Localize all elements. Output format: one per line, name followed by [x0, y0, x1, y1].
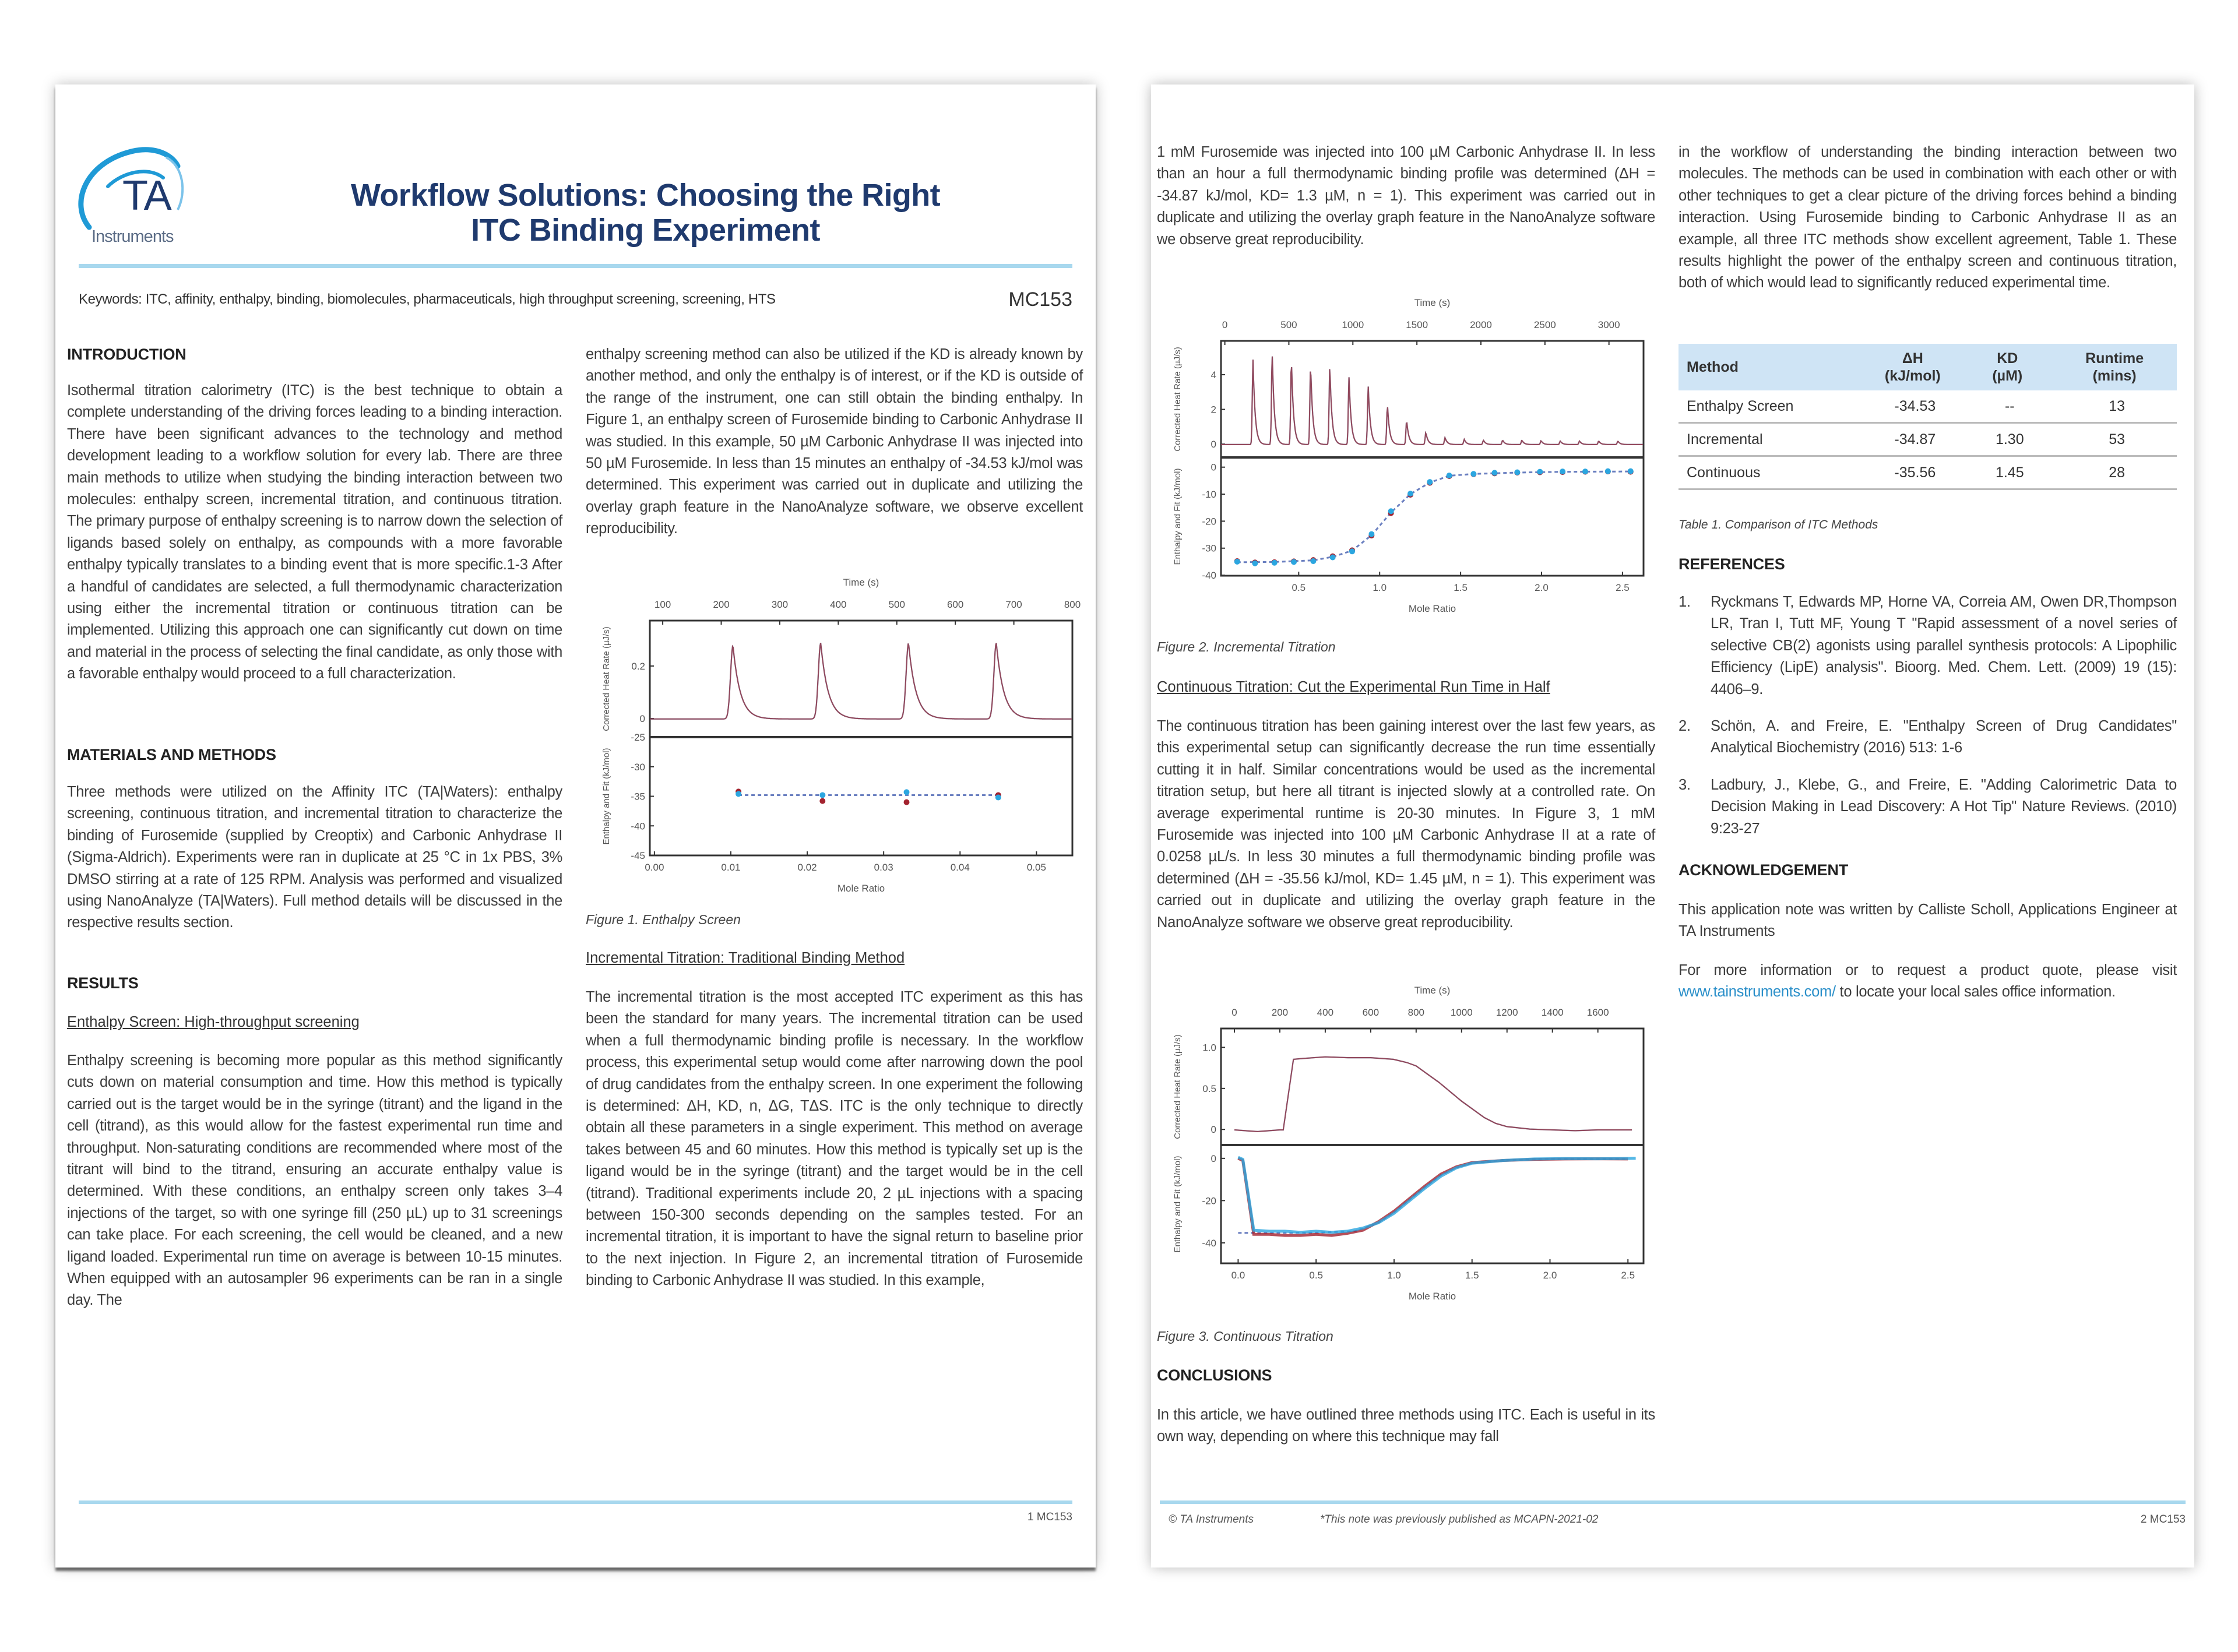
heat-rate-trace-red: [650, 643, 1072, 719]
introduction-heading: INTRODUCTION: [67, 346, 186, 363]
table-header-kd: KD (µM): [1962, 344, 2052, 390]
bottom-y-axis-label: Enthalpy and Fit (kJ/mol): [601, 748, 611, 845]
top-x-tick-label: 3000: [1597, 319, 1620, 330]
top-x-tick-label: 300: [771, 599, 789, 610]
bottom-axis-label: Mole Ratio: [1408, 603, 1456, 614]
conclusions-text: In this article, we have outlined three methods using ITC. Each is useful in its own way, depending on where this technique may fall: [1157, 1407, 1655, 1445]
data-point-replicate-blue: [1368, 531, 1374, 537]
bottom-y-tick-label: -40: [1202, 570, 1216, 582]
top-y-tick-label: 2: [1211, 404, 1216, 415]
reference-item: 1. Ryckmans T, Edwards MP, Horne VA, Correia AM, Owen DR,Thompson LR, Tran I, Tutt MF, Young T "Rapid assessment of a novel series of selective CB(2) agonists using parallel synthesis protocols: A Lipophilic Efficiency (LipE) analysis". Bioorg. Med. Chem. Lett. (2009) 19 (15): 4406–9.: [1678, 594, 2177, 698]
top-y-tick-label: 0: [639, 713, 645, 725]
top-axis-label: Time (s): [1414, 985, 1451, 996]
footer-page-number: 2 MC153: [2140, 1513, 2186, 1526]
data-point-replicate-red: [904, 799, 910, 805]
data-point-replicate-blue: [1427, 479, 1433, 485]
data-point-replicate-blue: [1560, 469, 1565, 474]
top-x-tick-label: 200: [713, 599, 730, 610]
top-y-axis-label: Corrected Heat Rate (µJ/s): [1173, 347, 1183, 452]
top-x-tick-label: 400: [830, 599, 847, 610]
bottom-x-tick-label: 0.05: [1026, 862, 1046, 873]
top-x-tick-label: 800: [1407, 1007, 1425, 1018]
top-y-tick-label: 0: [1211, 439, 1216, 450]
bottom-axis-label: Mole Ratio: [837, 883, 885, 894]
incremental-titration-subheading: Incremental Titration: Traditional Binding Method: [586, 950, 905, 966]
page-2: [1151, 84, 2194, 1568]
bottom-x-tick-label: 2.5: [1621, 1270, 1635, 1281]
top-x-tick-label: 1500: [1406, 319, 1428, 330]
more-info-text: For more information or to request a product quote, please visit www.tainstruments.com/ to locate your local sales office information.: [1678, 962, 2177, 1001]
keywords: Keywords: ITC, affinity, enthalpy, binding, biomolecules, pharmaceuticals, high throughput screening, screening, HTS: [79, 291, 776, 307]
bottom-y-tick-label: 0: [1211, 1153, 1216, 1164]
bottom-x-tick-label: 0.5: [1292, 582, 1306, 593]
references-heading: REFERENCES: [1678, 555, 1785, 573]
footer-rule: [1160, 1500, 2186, 1504]
table-row: Enthalpy Screen -34.53 -- 13: [1678, 390, 2177, 423]
data-point-replicate-blue: [1470, 471, 1476, 477]
data-point-replicate-blue: [1537, 469, 1543, 475]
bottom-y-tick-label: -40: [631, 820, 645, 832]
doc-code: MC153: [1008, 288, 1072, 311]
acknowledgement-heading: ACKNOWLEDGEMENT: [1678, 861, 1848, 879]
incremental-titration-text-continued: 1 mM Furosemide was injected into 100 µM Carbonic Anhydrase II. In less than an hour a full thermodynamic binding profile was determined (ΔH = -34.87 kJ/mol, KD= 1.3 µM, n = 1). This experiment was carried out in duplicate and utilizing the overlay graph feature in the NanoAnalyze software we observe great reproducibility.: [1157, 144, 1655, 248]
bottom-y-tick-label: -35: [631, 791, 645, 802]
top-axis-label: Time (s): [843, 577, 879, 588]
data-point-replicate-blue: [1582, 469, 1588, 474]
bottom-y-axis-label: Enthalpy and Fit (kJ/mol): [1173, 1156, 1183, 1253]
bottom-y-tick-label: -25: [631, 732, 645, 743]
materials-methods-heading: MATERIALS AND METHODS: [67, 746, 276, 763]
top-x-tick-label: 1200: [1495, 1007, 1518, 1018]
bottom-x-tick-label: 2.0: [1535, 582, 1549, 593]
data-point-replicate-blue: [1272, 560, 1278, 566]
data-point-replicate-blue: [1447, 473, 1452, 478]
results-heading: RESULTS: [67, 974, 139, 992]
data-point-replicate-blue: [1234, 559, 1240, 565]
bottom-y-tick-label: -30: [1202, 543, 1216, 554]
top-x-tick-label: 200: [1271, 1007, 1289, 1018]
continuous-titration-subheading: Continuous Titration: Cut the Experimental Run Time in Half: [1157, 679, 1550, 695]
figure-2-caption: Figure 2. Incremental Titration: [1157, 639, 1336, 654]
top-x-tick-label: 2000: [1470, 319, 1492, 330]
top-x-tick-label: 600: [946, 599, 964, 610]
bottom-x-tick-label: 0.5: [1309, 1270, 1324, 1281]
top-x-tick-label: 400: [1317, 1007, 1334, 1018]
top-x-tick-label: 500: [1280, 319, 1297, 330]
table-caption: Table 1. Comparison of ITC Methods: [1678, 518, 1878, 531]
bottom-x-tick-label: 1.0: [1387, 1270, 1401, 1281]
top-y-tick-label: 4: [1211, 369, 1216, 381]
footer-copyright: © TA Instruments: [1169, 1513, 1254, 1526]
ta-instruments-logo: [67, 140, 207, 251]
figure-3-chart: [1157, 981, 1655, 1330]
heat-rate-trace-red: [1221, 357, 1643, 445]
table-header-dh: ΔH (kJ/mol): [1863, 344, 1962, 390]
bottom-x-tick-label: 1.5: [1454, 582, 1468, 593]
top-x-tick-label: 100: [654, 599, 671, 610]
data-point-replicate-blue: [1514, 469, 1520, 475]
bottom-y-tick-label: -30: [631, 761, 645, 773]
data-point-replicate-blue: [1491, 470, 1497, 475]
top-x-tick-label: 2500: [1533, 319, 1556, 330]
data-point-replicate-blue: [995, 795, 1001, 801]
fit-line: [1238, 1159, 1628, 1233]
enthalpy-trace-replicate-blue: [1238, 1157, 1635, 1232]
top-x-tick-label: 1400: [1541, 1007, 1564, 1018]
data-point-replicate-blue: [819, 792, 825, 798]
bottom-x-tick-label: 0.00: [645, 862, 664, 873]
heat-rate-trace-red: [1234, 1057, 1632, 1132]
data-point-replicate-blue: [1349, 548, 1355, 554]
conclusions-heading: CONCLUSIONS: [1157, 1366, 1272, 1384]
bottom-y-tick-label: -20: [1202, 516, 1216, 527]
top-y-axis-label: Corrected Heat Rate (µJ/s): [601, 626, 611, 731]
materials-methods-text: Three methods were utilized on the Affinity ITC (TA|Waters): enthalpy screening, continuous titration, and incremental titration to characterize the binding of Furosemide (supplied by Creoptix) and Carbonic Anhydrase II (Sigma-Aldrich). Experiments were ran in duplicate at 25 °C in 1x PBS, 3% DMSO stirring at a rate of 125 RPM. Analysis was performed and visualized using NanoAnalyze (TA|Waters). Full method details will be discussed in the respective results section.: [67, 784, 562, 931]
top-x-tick-label: 1600: [1586, 1007, 1609, 1018]
data-point-replicate-blue: [1628, 469, 1634, 474]
bottom-x-tick-label: 0.03: [874, 862, 893, 873]
enthalpy-screen-text-continued: enthalpy screening method can also be utilized if the KD is already known by another method, and only the enthalpy is of interest, or if the KD is outside of the range of the instrument, one can still obtain the binding enthalpy. In Figure 1, an enthalpy screen of Furosemide binding to Carbonic Anhydrase II was studied. In this example, 50 µM Carbonic Anhydrase II was injected into 50 µM Furosemide. In less than 15 minutes an enthalpy of -34.53 kJ/mol was determined. This experiment was carried out in duplicate and utilizing the overlay graph feature in the NanoAnalyze software, we observe excellent reproducibility.: [586, 346, 1083, 537]
data-point-replicate-blue: [1388, 508, 1394, 514]
enthalpy-trace-replicate-red: [1238, 1158, 1628, 1235]
footer-page-number: 1 MC153: [1027, 1511, 1072, 1523]
enthalpy-screen-text: Enthalpy screening is becoming more popular as this method significantly cuts down on material consumption and time. How this method is typically carried out is the target would be in the syringe (titrant) and the ligand in the cell (titrand), as this would allow for the fastest experimental run time and throughput. Non-saturating conditions are recommended where most of the titrant will bind to the titrand, ensuring an accurate enthalpy value is determined. With these conditions, an enthalpy screen only takes 3–4 injections of the target, so with one syringe fill (250 µL) up to 31 screenings can take place. For each screening, the cell would be cleaned, and a new ligand loaded. Experimental run time on average is between 10-15 minutes. When equipped with an autosampler 96 experiments can be ran in a single day. The: [67, 1052, 562, 1309]
bottom-axis-label: Mole Ratio: [1408, 1291, 1456, 1302]
top-axis-label: Time (s): [1414, 297, 1451, 308]
bottom-x-tick-label: 1.5: [1465, 1270, 1479, 1281]
bottom-x-tick-label: 2.5: [1616, 582, 1630, 593]
figure-1-caption: Figure 1. Enthalpy Screen: [586, 912, 741, 927]
tainstruments-link[interactable]: www.tainstruments.com/: [1678, 984, 1836, 1001]
figure-1-chart: [586, 573, 1083, 922]
fit-line: [1237, 471, 1631, 562]
data-point-replicate-blue: [1407, 491, 1413, 496]
bottom-x-tick-label: 0.01: [721, 862, 741, 873]
bottom-x-tick-label: 0.0: [1231, 1270, 1245, 1281]
data-point-replicate-blue: [1310, 558, 1316, 564]
top-y-tick-label: 0: [1211, 1124, 1216, 1136]
heat-rate-trace-blue: [650, 643, 1072, 719]
introduction-text: Isothermal titration calorimetry (ITC) is the best technique to obtain a complete understanding of the driving forces leading to a binding interaction. There have been significant advances to the technology and method development leading to a workflow solution for every lab. There are three main methods to utilize when studying the binding interaction between two molecules: enthalpy screen, incremental titration, and continuous titration. The primary purpose of enthalpy screening is to narrow down the selection of ligands based solely on enthalpy, as compounds with a more favorable enthalpy typically translates to a binding event that is more specific.1-3 After a handful of candidates are selected, a full thermodynamic characterization using either the incremental titration or continuous titration can be implemented. Utilizing this approach one can significantly cut down on time and material in the process of selecting the final candidate, as only those with a favorable enthalpy would proceed to a full characterization.: [67, 382, 562, 682]
heat-rate-trace-blue: [1234, 1057, 1632, 1132]
conclusions-text-continued: in the workflow of understanding the binding interaction between two molecules. The methods can be used in combination with each other or with other techniques to get a clear picture of the driving forces behind a binding interaction. Using Furosemide binding to Carbonic Anhydrase II as an example, all three ITC methods show excellent agreement, Table 1. These results highlight the power of the enthalpy screen and continuous titration, both of which would lead to significantly reduced experimental time.: [1678, 144, 2177, 291]
bottom-x-tick-label: 0.02: [797, 862, 817, 873]
bottom-y-tick-label: -45: [631, 850, 645, 861]
data-point-replicate-blue: [1291, 559, 1297, 565]
acknowledgement-text: This application note was written by Calliste Scholl, Applications Engineer at TA Instruments: [1678, 901, 2177, 940]
top-x-tick-label: 0: [1231, 1007, 1237, 1018]
top-x-tick-label: 1000: [1342, 319, 1364, 330]
table-row: Incremental -34.87 1.30 53: [1678, 423, 2177, 456]
bottom-x-tick-label: 2.0: [1543, 1270, 1557, 1281]
top-y-axis-label: Corrected Heat Rate (µJ/s): [1173, 1034, 1183, 1139]
logo-mark: TA: [122, 172, 171, 219]
data-point-replicate-blue: [736, 791, 741, 797]
top-x-tick-label: 1000: [1450, 1007, 1473, 1018]
page-1: [55, 84, 1096, 1568]
logo-wordmark: Instruments: [92, 227, 174, 246]
comparison-table: [1678, 344, 2177, 490]
continuous-titration-text: The continuous titration has been gaining interest over the last few years, as this experimental setup can significantly decrease the run time essentially cutting it in half. Similar concentrations would be used as the incremental titration setup, but here all titrant is injected slowly at a controlled rate. On average experimental runtime is 20-30 minutes. In Figure 3, 1 mM Furosemide was injected into 100 µM Carbonic Anhydrase II at a rate of 0.0258 µL/s. In less 30 minutes a full thermodynamic binding profile was determined (ΔH = -35.56 kJ/mol, KD= 1.45 µM, n = 1). This experiment was carried out in duplicate and utilizing the overlay graph feature in the NanoAnalyze software we observe great reproducibility.: [1157, 718, 1655, 931]
bottom-y-tick-label: 0: [1211, 462, 1216, 473]
data-point-replicate-blue: [1330, 554, 1336, 560]
top-y-tick-label: 0.5: [1202, 1083, 1216, 1094]
bottom-x-tick-label: 1.0: [1373, 582, 1387, 593]
footer-note: *This note was previously published as MCAPN-2021-02: [1320, 1513, 1599, 1526]
bottom-x-tick-label: 0.04: [950, 862, 970, 873]
top-y-tick-label: 1.0: [1202, 1042, 1216, 1054]
incremental-titration-text: The incremental titration is the most accepted ITC experiment as this has been the standard for many years. The incremental titration can be used when a full thermodynamic binding profile is necessary. In the workflow process, this experimental setup would come after narrowing down the pool of drug candidates from the enthalpy screen. In one experiment the following is determined: ΔH, KD, n, ΔG, TΔS. ITC is the only technique to directly obtain all these parameters in a single experiment. This method on average takes between 45 and 60 minutes. How this method is typically set up is the ligand would be in the syringe (titrant) and the target would be in the cell (titrand). Traditional experiments include 20, 2 µL injections with a spacing between 150-300 seconds depending on the samples tested. For an incremental titration, it is important to have the signal return to baseline prior to the next injection. In Figure 2, an incremental titration of Furosemide binding to Carbonic Anhydrase II was studied. In this example,: [586, 989, 1083, 1289]
reference-item: 3. Ladbury, J., Klebe, G., and Freire, E. "Adding Calorimetric Data to Decision Making in Lead Discovery: A Hot Tip" Nature Reviews. (2010) 9:23-27: [1678, 776, 2177, 837]
figure-3-caption: Figure 3. Continuous Titration: [1157, 1329, 1333, 1344]
top-x-tick-label: 600: [1362, 1007, 1380, 1018]
top-x-tick-label: 0: [1222, 319, 1228, 330]
references-list: [1678, 591, 2177, 855]
data-point-replicate-red: [819, 798, 825, 804]
footer-rule: [79, 1500, 1072, 1504]
page-title: [230, 178, 1061, 248]
table-header-method: Method: [1678, 344, 1863, 390]
figure-2-chart: [1157, 293, 1655, 643]
data-point-replicate-blue: [1252, 561, 1258, 566]
header-rule: [79, 264, 1072, 268]
table-header-runtime: Runtime (mins): [2052, 344, 2177, 390]
bottom-y-tick-label: -10: [1202, 489, 1216, 501]
top-x-tick-label: 700: [1005, 599, 1022, 610]
data-point-replicate-blue: [904, 789, 910, 795]
bottom-y-axis-label: Enthalpy and Fit (kJ/mol): [1173, 468, 1183, 565]
title-line-2: ITC Binding Experiment: [471, 213, 820, 248]
heat-rate-trace-blue: [1221, 357, 1643, 445]
table-row: Continuous -35.56 1.45 28: [1678, 456, 2177, 489]
table-header-row: [1678, 344, 2177, 390]
enthalpy-screen-subheading: Enthalpy Screen: High-throughput screening: [67, 1014, 360, 1030]
top-x-tick-label: 800: [1064, 599, 1081, 610]
bottom-y-tick-label: -20: [1202, 1195, 1216, 1207]
title-line-1: Workflow Solutions: Choosing the Right: [350, 178, 941, 213]
data-point-replicate-blue: [1605, 469, 1611, 474]
top-x-tick-label: 500: [888, 599, 905, 610]
top-y-tick-label: 0.2: [631, 660, 645, 672]
reference-item: 2. Schön, A. and Freire, E. "Enthalpy Screen of Drug Candidates" Analytical Biochemistry (2016) 513: 1-6: [1678, 718, 2177, 756]
bottom-y-tick-label: -40: [1202, 1237, 1216, 1249]
